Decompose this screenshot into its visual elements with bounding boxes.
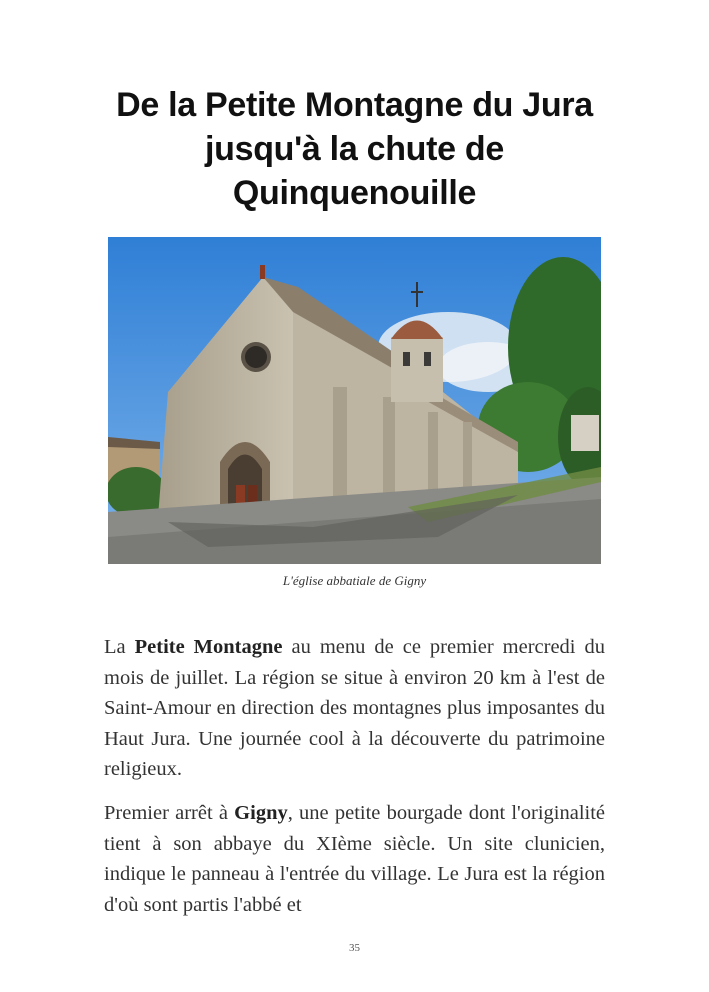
paragraph-2-text-b: , une petite bourgade dont l'originalité tient à son abbaye du XIème siècle. Un site clunicien, indique le panneau à l'entrée du village. Le Jura est la région d'où sont partis l'abbé et: [104, 802, 606, 916]
paragraph-1: [104, 632, 605, 785]
paragraph-2: [104, 798, 605, 920]
church-photo: [108, 237, 601, 564]
paragraph-1-text-b: au menu de ce premier mercredi du mois de juillet. La région se situe à environ 20 km à l'est de Saint-Amour en direction des montagnes plus imposantes du Haut Jura. Une journée cool à la découverte du patrimoine religieux.: [104, 636, 605, 780]
page-number: 35: [349, 942, 360, 954]
paragraph-1-bold: Petite Montagne: [134, 636, 283, 658]
title-line-3: Quinquenouille: [232, 174, 477, 212]
paragraph-2-bold: Gigny: [234, 802, 288, 824]
title-line-2: jusqu'à la chute de: [204, 130, 504, 168]
title-line-1: De la Petite Montagne du Jura: [116, 86, 593, 124]
paragraph-1-text-a: La: [104, 636, 135, 658]
paragraph-2-text-a: Premier arrêt à: [104, 802, 235, 824]
photo-caption: L'église abbatiale de Gigny: [282, 573, 427, 588]
page-title: [60, 83, 649, 215]
